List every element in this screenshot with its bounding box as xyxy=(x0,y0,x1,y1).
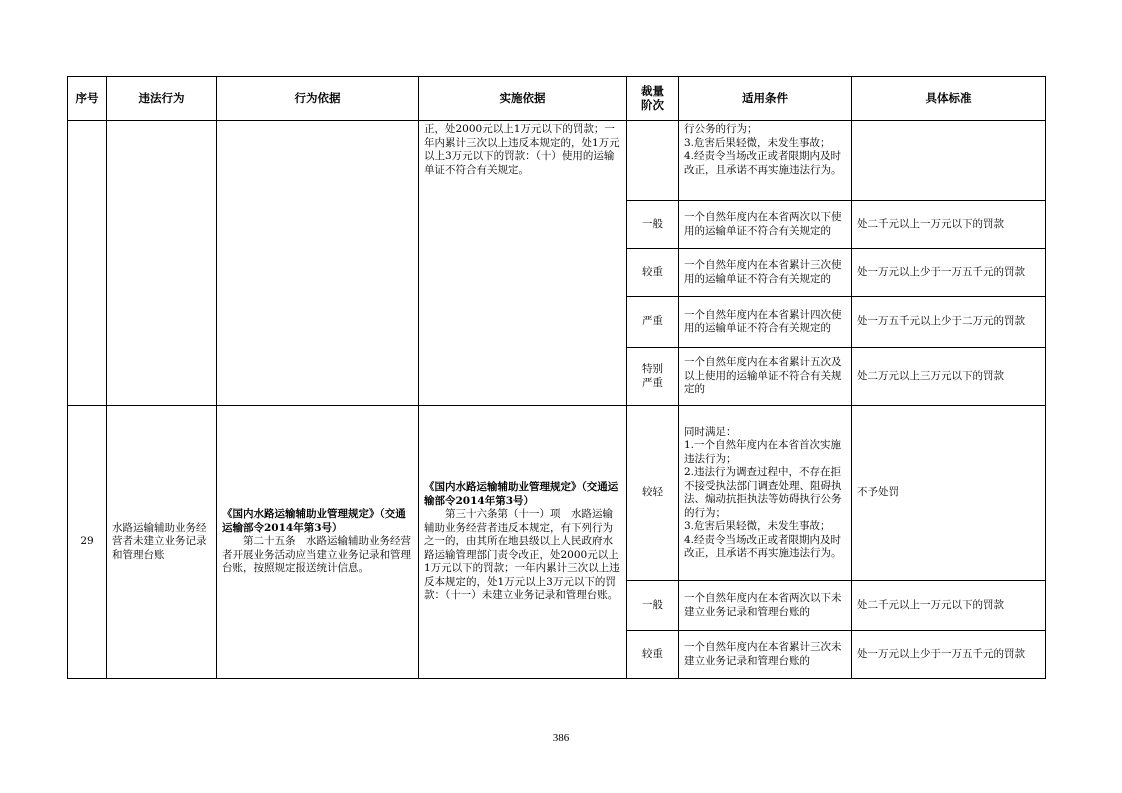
header-discretion-level: 裁量 阶次 xyxy=(627,77,679,121)
cell-implementation-basis: 正，处2000元以上1万元以下的罚款；一年内累计三次以上违反本规定的，处1万元以上3万元以下的罚款：（十）使用的运输单证不符合有关规定。 xyxy=(419,121,627,406)
impl-text: 第三十六条第（十一）项 水路运输辅助业务经营者违反本规定，有下列行为之一的，由其所在地县级以上人民政府水路运输管理部门责令改正，处2000元以上1万元以下的罚款；一年内累计三次以上违反本规定的，处1万元以上3万元以下的罚款：（十一）未建立业务记录和管理台账。 xyxy=(424,508,620,602)
penalty-standard-table xyxy=(67,76,1046,679)
cell-standard: 处二千元以上一万元以下的罚款 xyxy=(852,581,1046,631)
cell-condition: 一个自然年度内在本省两次以下使用的运输单证不符合有关规定的 xyxy=(679,201,852,249)
table-row xyxy=(68,121,1046,201)
header-violation: 违法行为 xyxy=(107,77,217,121)
cell-level: 较重 xyxy=(627,631,679,679)
cell-seq: 29 xyxy=(68,406,107,679)
header-behavior-basis: 行为依据 xyxy=(217,77,419,121)
cell-standard: 处一万元以上少于一万五千元的罚款 xyxy=(852,249,1046,297)
cell-condition: 同时满足： 1.一个自然年度内在本省首次实施违法行为； 2.违法行为调查过程中，不存在拒不接受执法部门调查处理、阻碍执法、煽动抗拒执法等妨碍执行公务的行为； 3.危害后果轻微，未发生事故； 4.经责令当场改正或者限期内及时改正，且承诺不再实施违法行为。 xyxy=(679,406,852,581)
cell-behavior-basis xyxy=(217,406,419,679)
table-row xyxy=(68,406,1046,581)
header-implementation-basis: 实施依据 xyxy=(419,77,627,121)
cell-level: 较重 xyxy=(627,249,679,297)
cell-condition: 一个自然年度内在本省累计三次未建立业务记录和管理台账的 xyxy=(679,631,852,679)
cell-condition: 一个自然年度内在本省累计四次使用的运输单证不符合有关规定的 xyxy=(679,297,852,348)
cell-level: 一般 xyxy=(627,581,679,631)
cell-implementation-basis xyxy=(419,406,627,679)
cell-condition: 一个自然年度内在本省累计五次及以上使用的运输单证不符合有关规定的 xyxy=(679,348,852,406)
header-specific-standard: 具体标准 xyxy=(852,77,1046,121)
basis-title: 《国内水路运输辅助业管理规定》（交通运输部令2014年第3号） xyxy=(222,508,406,534)
basis-text: 第二十五条 水路运输辅助业务经营者开展业务活动应当建立业务记录和管理台账，按照规定报送统计信息。 xyxy=(222,535,411,575)
cell-behavior-basis xyxy=(217,121,419,406)
table-header-row xyxy=(68,77,1046,121)
cell-standard: 处二万元以上三万元以下的罚款 xyxy=(852,348,1046,406)
header-seq: 序号 xyxy=(68,77,107,121)
cell-condition: 行公务的行为； 3.危害后果轻微，未发生事故； 4.经责令当场改正或者限期内及时改正，且承诺不再实施违法行为。 xyxy=(679,121,852,201)
cell-standard xyxy=(852,121,1046,201)
cell-standard: 处一万元以上少于一万五千元的罚款 xyxy=(852,631,1046,679)
cell-level xyxy=(627,121,679,201)
impl-title: 《国内水路运输辅助业管理规定》（交通运输部令2014年第3号） xyxy=(424,481,619,507)
cell-violation: 水路运输辅助业务经营者未建立业务记录和管理台账 xyxy=(107,406,217,679)
page-number: 386 xyxy=(552,732,570,744)
cell-condition: 一个自然年度内在本省累计三次使用的运输单证不符合有关规定的 xyxy=(679,249,852,297)
cell-violation xyxy=(107,121,217,406)
cell-level: 一般 xyxy=(627,201,679,249)
cell-level: 较轻 xyxy=(627,406,679,581)
cell-condition: 一个自然年度内在本省两次以下未建立业务记录和管理台账的 xyxy=(679,581,852,631)
cell-seq xyxy=(68,121,107,406)
cell-standard: 处二千元以上一万元以下的罚款 xyxy=(852,201,1046,249)
cell-standard: 不予处罚 xyxy=(852,406,1046,581)
cell-level: 严重 xyxy=(627,297,679,348)
cell-standard: 处一万五千元以上少于二万元的罚款 xyxy=(852,297,1046,348)
header-applicable-conditions: 适用条件 xyxy=(679,77,852,121)
cell-level: 特别 严重 xyxy=(627,348,679,406)
